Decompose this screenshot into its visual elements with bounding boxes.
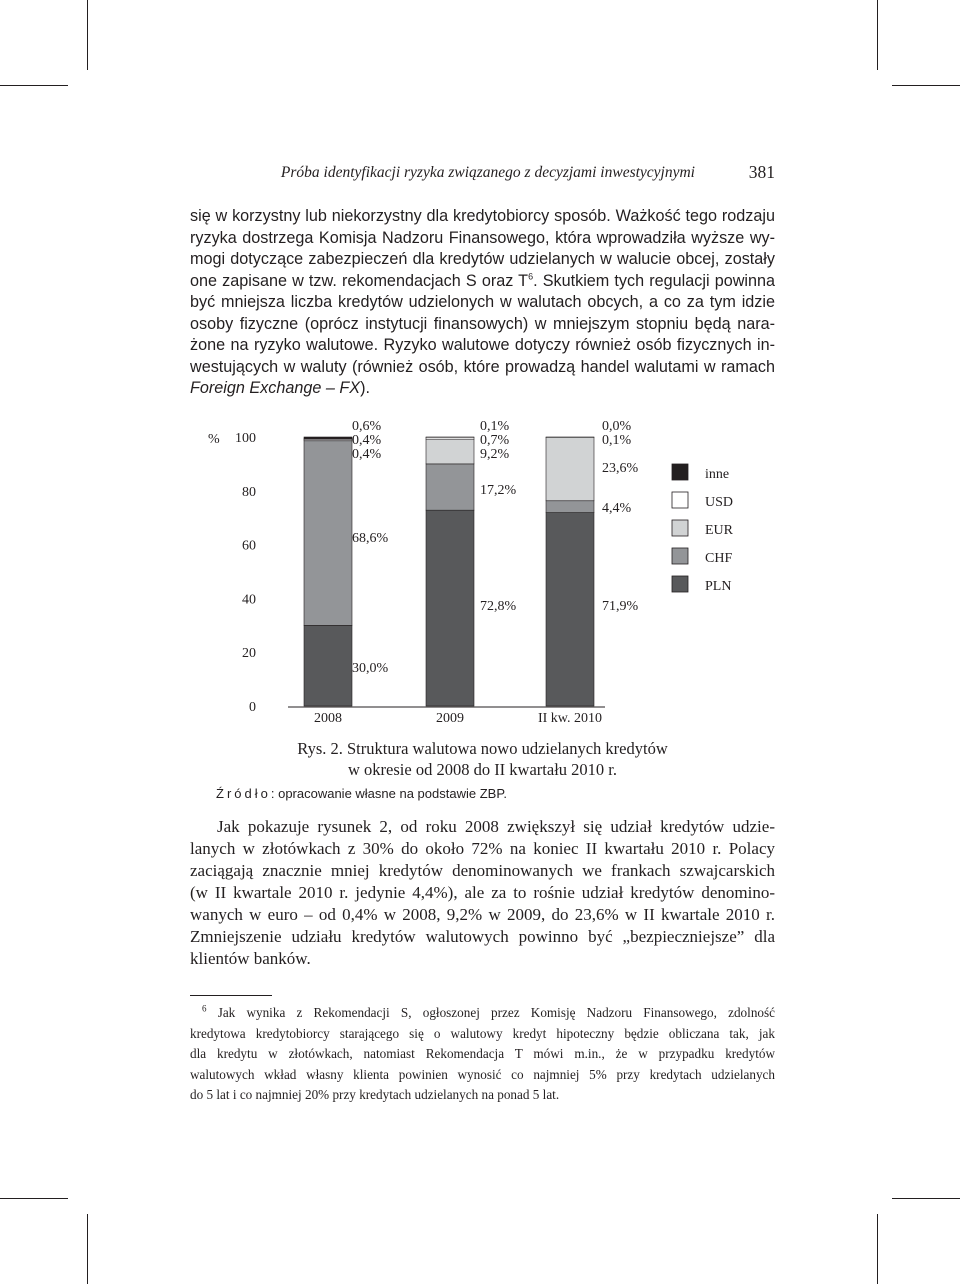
body-paragraph-2	[190, 816, 775, 970]
page-number: 381	[748, 162, 775, 182]
bar-segment-pln	[546, 513, 594, 706]
y-tick-label: 60	[242, 538, 256, 554]
legend-swatch-usd	[672, 492, 688, 508]
y-tick-label: 40	[242, 592, 256, 608]
legend-label-eur: EUR	[705, 523, 733, 538]
data-label-pln: 71,9%	[602, 599, 639, 614]
chart-legend	[672, 464, 734, 594]
footnote-number: 6	[202, 1003, 207, 1014]
text-line: się w korzystny lub niekorzystny dla kredytobiorcy sposób. Ważkość tego rodzaju	[190, 207, 775, 225]
y-axis-unit: %	[208, 432, 220, 447]
chart-data-labels	[352, 419, 639, 676]
text-line: klientów banków.	[190, 949, 311, 968]
bar-segment-inne	[304, 437, 352, 439]
y-tick-label: 80	[242, 484, 256, 500]
text-line: kredytowa kredytobiorcy starającego się o walutowy kredyt hipoteczny będzie obliczana tak, jak	[190, 1025, 775, 1041]
data-label-inne: 0,6%	[352, 419, 382, 434]
data-label-pln: 30,0%	[352, 661, 389, 676]
figure-caption	[190, 738, 775, 780]
bar-segment-pln	[304, 625, 352, 706]
data-label-inne: 0,1%	[480, 419, 510, 434]
caption-line: w okresie od 2008 do II kwartału 2010 r.	[348, 760, 617, 779]
text-fragment: . Skutkiem tych regulacji powinna	[533, 271, 775, 290]
data-label-usd: 0,1%	[602, 433, 632, 448]
text-line: Zmniejszenie udziału kredytów walutowych powinno być „bezpieczniejsze” dla	[190, 927, 775, 946]
text-line: ryzyka dostrzega Komisja Nadzoru Finansowego, która wprowadziła wyższe wy-	[190, 228, 775, 247]
text-line	[190, 1003, 775, 1024]
source-label: Źródło	[216, 786, 271, 801]
text-line: być mniejsza liczba kredytów udzielonych w walutach obcych, a co za tym idzie	[190, 293, 775, 311]
data-label-pln: 72,8%	[480, 599, 517, 614]
data-label-usd: 0,7%	[480, 433, 510, 448]
bar-segment-chf	[304, 441, 352, 626]
chart-bars	[304, 437, 594, 706]
text-line: wanych w euro – od 0,4% w 2008, 9,2% w 2009, do 23,6% w II kwartale 2010 r.	[190, 905, 775, 924]
data-label-chf: 68,6%	[352, 531, 389, 546]
legend-label-usd: USD	[705, 495, 734, 510]
text-line: westujących w waluty (również osób, które prowadzą handel walutami w ramach	[190, 357, 775, 376]
data-label-eur: 23,6%	[602, 461, 639, 476]
text-line: do 5 lat i co najmniej 20% przy kredytach udzielanych na ponad 5 lat.	[190, 1087, 560, 1102]
running-title: Próba identyfikacji ryzyka związanego z decyzjami inwestycyjnymi	[280, 164, 695, 181]
legend-swatch-chf	[672, 548, 688, 564]
data-label-eur: 9,2%	[480, 447, 510, 462]
y-tick-label: 0	[249, 700, 256, 715]
bar-segment-pln	[426, 510, 474, 706]
footnote	[190, 1003, 775, 1106]
legend-label-chf: CHF	[705, 551, 733, 566]
text-line: walutowych wkład własny klienta powinien wynosić co najmniej 5% przy kredytach udzielanych	[190, 1066, 775, 1082]
legend-swatch-inne	[672, 464, 688, 480]
legend-swatch-pln	[672, 576, 688, 592]
text-line: osoby fizyczne (oprócz instytucji finansowych) w mniejszym stopniu będą nara-	[190, 314, 775, 333]
text-line: (w II kwartale 2010 r. jedynie 4,4%), ale za to rośnie udział kredytów denomino-	[190, 883, 775, 902]
chart-axes	[208, 431, 605, 726]
x-tick-label: 2009	[436, 711, 464, 726]
bar-segment-chf	[426, 464, 474, 510]
source-text: : opracowanie własne na podstawie ZBP.	[270, 786, 507, 801]
footnote-reference: 6	[528, 271, 534, 282]
figure-source	[216, 786, 507, 801]
text-line: dla kredytu w złotówkach, natomiast Rekomendacja T mówi m.in., że w przypadku kredytów	[190, 1046, 775, 1061]
data-label-eur: 0,4%	[352, 447, 382, 462]
text-fragment: one zapisane w tzw. rekomendacjach S oraz T	[190, 271, 529, 290]
y-tick-label: 20	[242, 646, 256, 662]
legend-swatch-eur	[672, 520, 688, 536]
x-tick-label: 2008	[314, 711, 342, 726]
text-line: żone na ryzyko walutowe. Ryzyko walutowe dotyczy również osób fizycznych in-	[190, 336, 775, 354]
text-line: lanych w złotówkach z 30% do około 72% na koniec II kwartału 2010 r. Polacy	[190, 839, 775, 858]
data-label-chf: 17,2%	[480, 483, 517, 498]
text-line: mogi dotyczące zabezpieczeń dla kredytów udzielanych w walucie obcej, zostały	[190, 250, 775, 268]
bar-segment-eur	[546, 437, 594, 500]
text-line: Jak pokazuje rysunek 2, od roku 2008 zwiększył się udział kredytów udzie-	[217, 817, 775, 836]
y-tick-label: 100	[235, 431, 256, 446]
text-line: zaciągają znacznie mniej kredytów denominowanych we frankach szwajcarskich	[190, 861, 775, 880]
text-fragment: Jak wynika z Rekomendacji S, ogłoszonej przez Komisję Nadzoru Finansowego, zdolność	[206, 1005, 775, 1020]
text-fragment: ).	[360, 379, 370, 397]
legend-label-pln: PLN	[705, 579, 732, 594]
data-label-inne: 0,0%	[602, 419, 632, 434]
italic-term: Foreign Exchange – FX	[190, 379, 361, 397]
x-tick-label: II kw. 2010	[537, 711, 603, 726]
bar-segment-chf	[546, 501, 594, 513]
caption-line: Rys. 2. Struktura walutowa nowo udzielanych kredytów	[297, 739, 668, 758]
data-label-chf: 4,4%	[602, 501, 632, 516]
bar-segment-eur	[426, 439, 474, 464]
legend-label-inne: inne	[705, 467, 730, 482]
footnote-rule	[190, 995, 272, 996]
data-label-usd: 0,4%	[352, 433, 382, 448]
